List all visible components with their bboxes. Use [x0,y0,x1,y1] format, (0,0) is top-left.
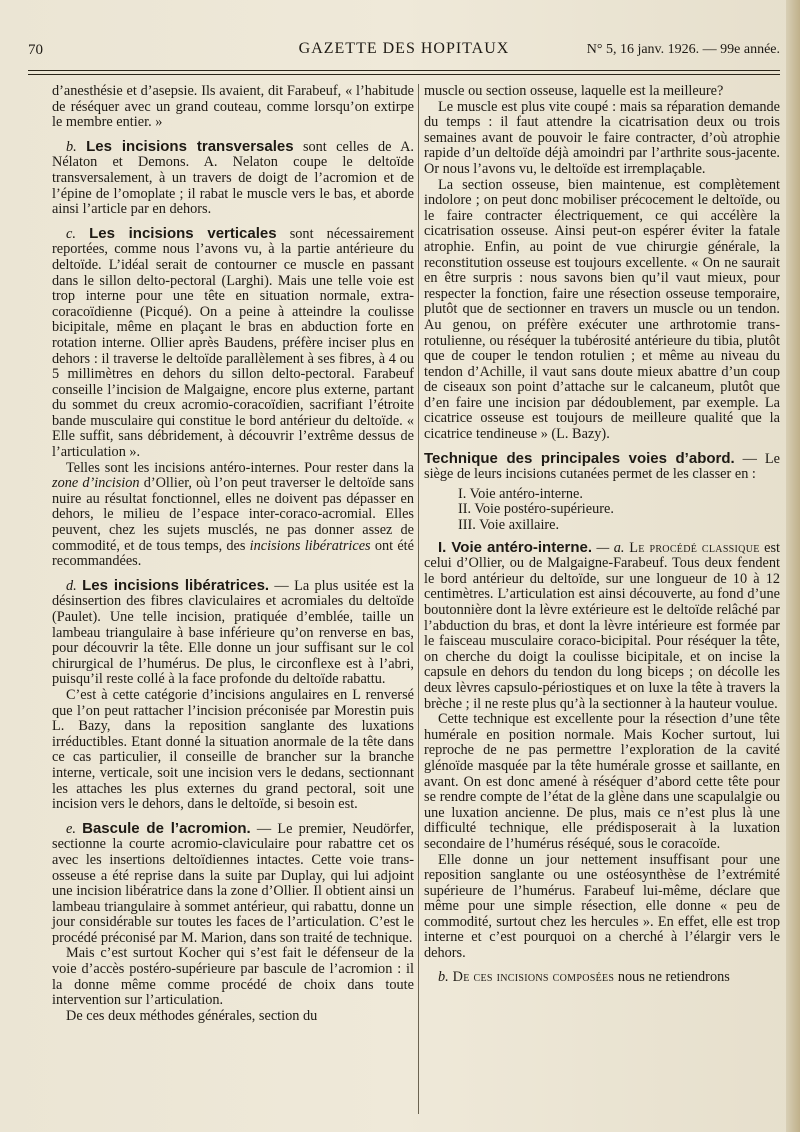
paragraph-text: sont nécessairement reportées, comme nous l’avons vu, à la partie antérieure du deltoïde. L’idéal serait de contourner ce muscle en passant dans le sillon delto-pectoral (Larghi). Mais une telle voie est trop interne pour une tête en situation normale, extra-coracoïdienne (Picqué). On a peine à atteindre la coulisse bicipitale, même en plaçant le bras en abduction forte en rotation interne. Ollier après Baudens, préfère inciser plus en dehors : il traverse le deltoïde parallèlement à ses fibres, à 4 ou 5 millimètres en dehors du sillon delto-pectoral. Farabeuf conseille l’incision de Malgaigne, encore plus externe, partant du sommet du creux acromio-coracoïdien, sacrifiant l’étroite bande musculaire qui constitue le bord antérieur du deltoïde. « Elle suffit, sans débridement, à découvrir l’extrême dessus de l’articulation ». [52,225,415,461]
header-rule-thin [28,74,780,75]
item-letter: d. [66,577,77,594]
item-letter: b. [66,138,77,155]
page-number: 70 [28,42,43,58]
page-header [28,40,780,64]
item-letter: c. [66,225,76,242]
paragraph-text: est celui d’Ollier, ou de Malgaigne-Farabeuf. Tous deux fendent le bord antérieur du deltoïde, sur une longueur de 10 à 12 centimètres. L’articulation est ainsi découverte, au fond d’une boutonnière dont la lèvre extérieure est le deltoïde relâché par l’abduction du bras, et dont la lèvre intérieure est formée par le faisceau musculaire coraco-bicipital. Pour réséquer la tête, on cherche du doigt la coulisse bicipitale, et on incise la capsule en dehors du tendon du long biceps ; on décolle les deux lèvres capsulo-périostiques et on luxe la tête à travers la brèche ; il ne reste plus qu’à la sectionner à la hauteur voulue. [424,539,780,712]
column-divider [418,84,419,1114]
subheading: Les incisions verticales [89,224,277,242]
left-column [52,84,414,1024]
paragraph-text: nous ne retiendrons [614,968,730,985]
italic-run: zone d’incision [52,475,140,492]
paragraph: muscle ou section osseuse, laquelle est la meilleure? [424,83,724,99]
paragraph [52,461,414,570]
paragraph: Cette technique est excellente pour la résection d’une tête humérale en position normale. Mais Kocher surtout, lui reproche de ne pas permettre l’exploration de la cavité glénoïde masquée par la tête humérale grosse et saillante, en avant. On est donc amené à réséquer d’abord cette tête pour se rendre compte de l’état de la glène dans une scapulalgie ou une luxation ancienne. De plus, mais ce n’est plus là une difficulté technique, elle prédisposerait à la luxation secondaire de l’humérus réséqué, sous le coracoïde. [424,711,780,852]
paragraph-text: — La plus usitée est la désinsertion des fibres claviculaires et acromiales du deltoïde (Paulet). Une telle incision, pratiquée d’emblée, taille un lambeau triangulaire à base inférieure qu’on renverse en bas, pour découvrir la tête. Elle donne un jour suffisant sur le col chirurgical de l’humérus. De plus, le circonflexe est à l’abri, puisqu’il reste collé à la face profonde du deltoïde rabattu. [52,577,414,688]
paragraph-text: — Le premier, Neudörfer, sectionne la courte acromio-claviculaire pour rabattre cet os avec les insertions deltoïdiennes intactes. Cette voie trans-osseuse a été reprise dans la suite par Duplay, qui lui adjoint une incision libératrice dans la zone d’Ollier. Il obtient ainsi un lambeau triangulaire à sommet antérieur, qui rabattu, donne un jour considérable sur toutes les faces de l’articulation. C’est le procédé préconisé par M. Marion, dans son traité de technique. [52,820,415,946]
list-item: II. Voie postéro-supérieure. [458,501,614,518]
subheading: Les incisions transversales [86,137,294,155]
italic-run: incisions libératrices [249,537,371,554]
classification-list [458,487,780,534]
paragraph: d’anesthésie et d’asepsie. Ils avaient, dit Farabeuf, « l’habitude de réséquer avec un grand couteau, comme lorsqu’on extirpe le membre entier. » [52,83,414,131]
item-letter: e. [66,820,76,837]
list-item: III. Voie axillaire. [458,517,560,534]
section-paragraph [424,451,780,483]
item-letter: — a. [592,539,625,556]
paragraph-c [52,226,414,461]
text-run: Telles sont les incisions antéro-internes. Pour rester dans la [66,459,414,476]
paragraph: Elle donne un jour nettement insuffisant pour une reposition sanglante ou une ostéosynthèse de l’extrémité supérieure de l’humérus. Farabeuf lui-même, déclare que même pour une simple résection, elle donne « peu de commodité, surtout chez les hercules ». En effet, elle est trop interne et c’est pourquoi on a cherché à l’élargir vers le dehors. [424,851,780,962]
item-letter: b. [438,968,449,985]
page-edge-shadow [786,0,800,1132]
paragraph: La section osseuse, bien maintenue, est complètement indolore ; on peut donc mobiliser précocement le deltoïde, ou le faire contracter électriquement, ce qui accélère la cicatrisation osseuse. Ainsi peut-on espérer éviter la fatale atrophie. Enfin, au point de vue chirurgie générale, la reconstitution osseuse est toujours excellente. « On ne saurait en être surpris : nous savons bien qu’il vaut mieux, pour respecter la fonction, faire une résection osseuse temporaire, plutôt que de sectionner en travers un muscle ou un tendon. Au genou, on préfère exécuter une arthrotomie trans-rotulienne, ou réséquer la tubérosité antérieure du tibia, plutôt que de couper le tendon rotulien ; et même au niveau du tendon d’Achille, il vaut sans doute mieux abattre d’un coup de ciseaux son point d’attache sur le calcaneum, plutôt que d’en faire une incision par dédoublement, par exemple. La cicatrice osseuse est toujours de meilleure qualité que la cicatrice tendineuse » (L. Bazy). [424,176,780,443]
paragraph: Le muscle est plus vite coupé : mais sa réparation demande du temps : il faut attendre la cicatrisation deux ou trois semaines avant de pouvoir le faire contracter, d’où atrophie rapide d’un deltoïde déjà amoindri par l’arthrite sous-jacente. Or nous l’avons vu, le deltoïde est irremplaçable. [424,98,780,177]
right-column [424,84,780,985]
paragraph: Mais c’est surtout Kocher qui s’est fait le défenseur de la voie d’accès postéro-supérieure par bascule de l’acromion : il la donne même comme procédé de choix dans toute intervention sur l’articulation. [52,945,414,1009]
subheading: Les incisions libératrices. [82,576,270,594]
small-caps-run: Le procédé classique [624,539,760,556]
section-heading: Technique des principales voies d’abord. [424,449,735,467]
paragraph: De ces deux méthodes générales, section du [66,1007,318,1024]
paragraph-i [424,540,780,713]
paragraph-b2 [424,970,780,986]
paragraph-d [52,578,414,688]
paragraph-text: — Le siège de leurs incisions cutanées permet de les classer en : [424,450,780,483]
list-item: I. Voie antéro-interne. [458,485,583,502]
issue-info: N° 5, 16 janv. 1926. — 99e année. [586,42,780,57]
subheading: Bascule de l’acromion. [82,819,251,837]
journal-title: GAZETTE DES HOPITAUX [298,40,510,57]
text-run: d’Ollier, où l’on peut traverser le deltoïde sans nuire au résultat fonctionnel, elles ne doivent pas dépasser en dehors, le milieu de l’espace inter-coraco-acromial. Elles peuvent, chez les sujets musclés, ne pas donner assez de commodité, et de tous temps, des [52,475,414,554]
small-caps-run: De ces incisions composées [448,968,615,985]
paragraph-text: sont celles de A. Nélaton et Demons. A. Nelaton coupe le deltoïde transversalement, à un travers de doigt de l’acromion et de l’épine de l’omoplate ; il rabat le muscle vers le bas, et aborde ainsi l’article par en dehors. [52,138,414,218]
paragraph-b [52,139,414,218]
header-rule [28,70,780,71]
paragraph: C’est à cette catégorie d’incisions angulaires en L renversé que l’on peut rattacher l’incision préconisée par Morestin puis L. Bazy, dans la reposition sanglante des luxations irréductibles. Etant donné la situation anormale de la tête dans ce cas particulier, il conseille de brancher sur la branche interne, verticale, soit une incision vers le dedans, sectionnant les attaches les plus externes du grand pectoral, soit une incision vers le dehors, dans le deltoïde, si besoin est. [52,686,414,813]
text-run: ont été recommandées. [52,537,414,570]
paragraph-e [52,821,414,947]
subheading: I. Voie antéro-interne. [438,538,593,556]
